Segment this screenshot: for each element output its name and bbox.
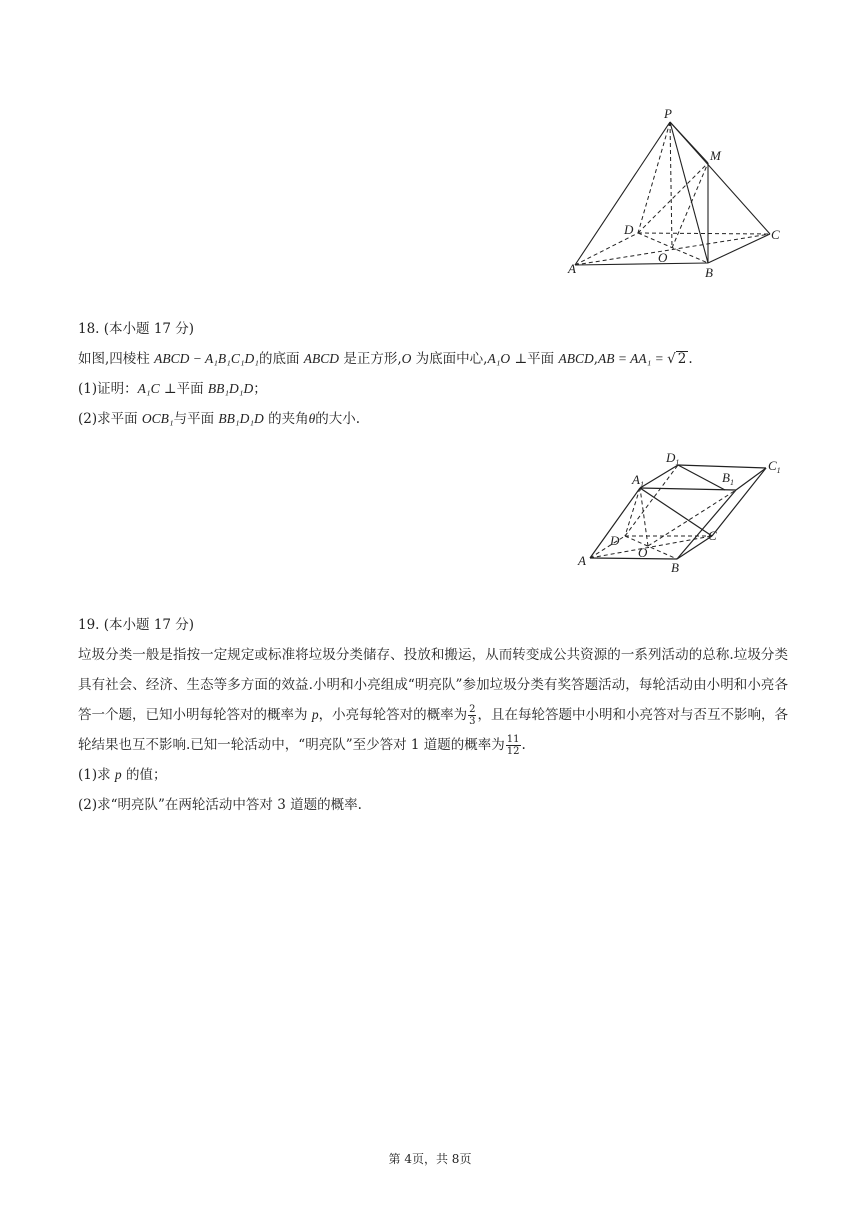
q19-body: 垃圾分类一般是指按一定规定或标准将垃圾分类储存、投放和搬运，从而转变成公共资源的一系列活动的总称.垃圾分类具有社会、经济、生态等多方面的效益.小明和小亮组成“明亮队”参加垃圾分类有奖答题活动，每轮活动由小明和小亮各答一个题，已知小明每轮答对的概率为 p，小亮每轮答对的概率为 $\frac{2}{3}$ ，且在每轮答题中小明和小亮答对与否互不影响，各轮结果也互不影响.已知一轮活动中，“明亮队”至少答对 1 道题的概率为 $\frac{11}{12}$ . — [78, 647, 789, 757]
label-B: B — [705, 265, 713, 280]
q18-part1: (1)证明：A₁C ⊥平面 BB₁D₁D； — [78, 381, 267, 397]
q19-part2: (2)求“明亮队”在两轮活动中答对 3 道题的概率. — [78, 797, 362, 813]
label-D: D — [624, 222, 634, 237]
fraction-eleven-twelfths: $\frac{11}{12}$ — [506, 734, 520, 757]
q19-part1: (1)求 p 的值； — [78, 767, 167, 783]
label-C: C — [708, 528, 717, 543]
label-A: A — [568, 261, 576, 276]
label-D1: $D_1$ — [666, 450, 680, 467]
label-C: C — [771, 227, 780, 242]
pyramid-figure — [560, 100, 790, 285]
label-B: B — [671, 560, 679, 575]
prism-figure — [570, 448, 800, 578]
q19-heading: 19. (本小题 17 分) — [78, 617, 195, 633]
label-D: D — [610, 533, 620, 548]
label-B1: $B_1$ — [722, 470, 734, 487]
page-footer: 第 4页，共 8页 — [388, 1152, 472, 1166]
sqrt-value: 2 — [677, 351, 687, 367]
q18-part2: (2)求平面 OCB₁与平面 BB₁D₁D 的夹角θ的大小. — [78, 411, 361, 427]
fraction-two-thirds: $\frac{2}{3}$ — [469, 704, 476, 727]
label-C1: $C_1$ — [768, 458, 781, 475]
label-M: M — [710, 148, 721, 163]
label-O: O — [638, 545, 648, 560]
label-P: P — [664, 106, 672, 121]
question-19 — [78, 610, 788, 820]
label-O: O — [658, 250, 668, 265]
question-18 — [78, 314, 788, 434]
q18-heading: 18. (本小题 17 分) — [78, 321, 195, 337]
label-A1: $A_1$ — [632, 472, 644, 489]
q18-intro: 如图,四棱柱 ABCD − A₁B₁C₁D₁的底面 ABCD 是正方形,O 为底面中心,A₁O ⊥平面 ABCD,AB = AA₁ = √ 2 . — [78, 351, 693, 367]
label-A: A — [578, 553, 586, 568]
